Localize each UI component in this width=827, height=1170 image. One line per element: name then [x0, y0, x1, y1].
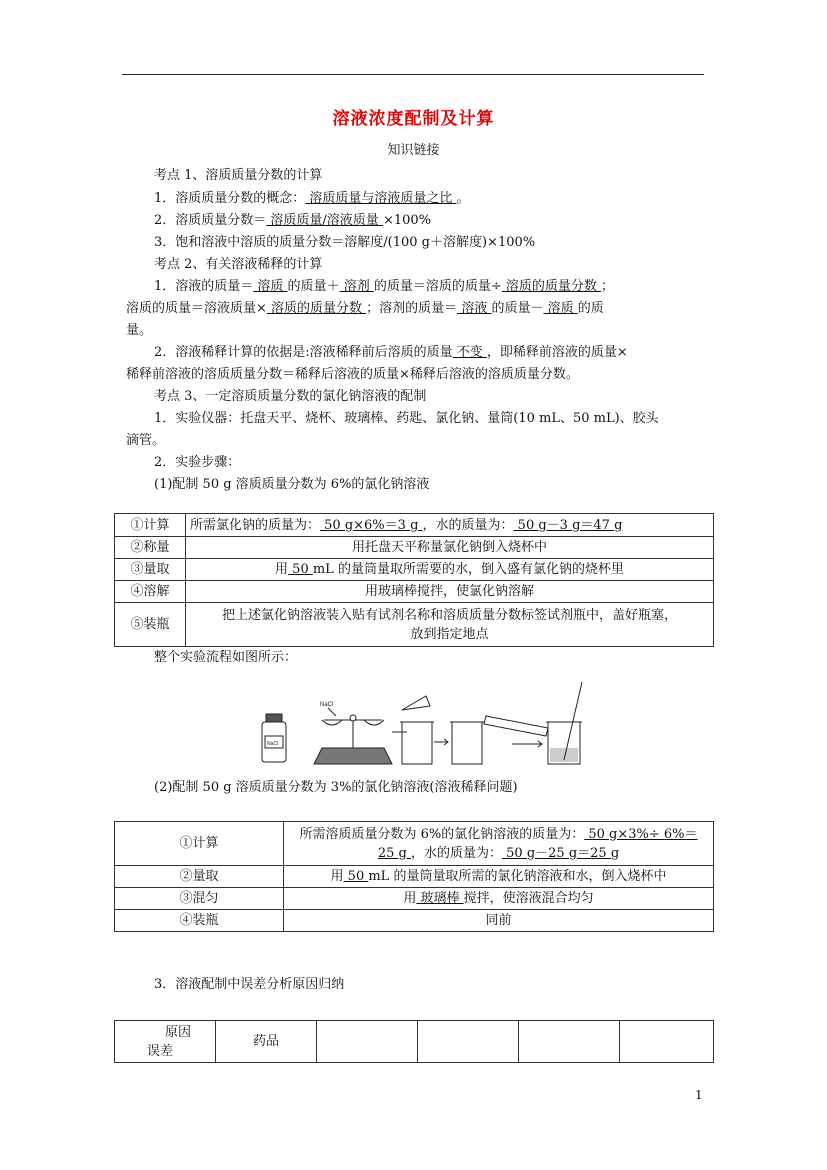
step-cell: ⑤装瓶 — [115, 603, 186, 647]
header-cell: 药品 — [216, 1021, 317, 1063]
answer: 不变 — [452, 345, 487, 360]
kp2-p2-line2: 稀释前溶液的溶质质量分数＝稀释后溶液的质量×稀释后溶液的溶质质量分数。 — [126, 367, 579, 382]
answer: 玻璃棒 — [416, 891, 464, 906]
beaker-1 — [400, 722, 434, 764]
text: 的质量－ — [491, 301, 544, 316]
kp1-heading: 考点 1、溶质质量分数的计算 — [154, 168, 323, 183]
funnel-icon — [402, 696, 430, 710]
step-cell: ④溶解 — [115, 581, 186, 603]
answer: 50 g×6%＝3 g — [320, 517, 423, 533]
answer: 溶质的质量分数 — [501, 279, 601, 294]
answer: 50 — [343, 869, 369, 884]
text: 搅拌，使溶液混合均匀 — [463, 891, 594, 906]
table-row — [115, 888, 714, 910]
table-row — [115, 581, 714, 603]
answer: 50 g－3 g＝47 g — [513, 517, 623, 533]
content-cell — [284, 822, 714, 866]
content-cell: 同前 — [284, 910, 714, 932]
balance-label: NaCl — [320, 702, 334, 708]
reagent-bottle — [262, 714, 286, 762]
answer: 溶质的质量分数 — [266, 301, 367, 316]
empty-cell — [317, 1021, 418, 1063]
section-3-heading: 3．溶液配制中误差分析原因归纳 — [154, 977, 345, 992]
table-row — [115, 910, 714, 932]
page-title: 溶液浓度配制及计算 — [332, 109, 495, 129]
table-row — [115, 822, 714, 866]
text: 的质量＝溶质的质量÷ — [373, 279, 502, 294]
content-cell — [186, 514, 714, 537]
text: ，即稀释前溶液的质量× — [486, 345, 628, 360]
error-analysis-table — [114, 1020, 714, 1063]
graduated-cylinder-icon — [484, 716, 548, 736]
text: 用 — [330, 869, 344, 884]
empty-cell — [620, 1021, 714, 1063]
step-cell: ③量取 — [115, 559, 186, 581]
text: 1．溶质质量分数的概念： — [154, 191, 306, 206]
text: ；溶剂的质量＝ — [366, 301, 458, 316]
corner-bottom-label: 误差 — [147, 1043, 174, 1059]
kp3-instruments-line2: 滴管。 — [126, 433, 166, 448]
step-cell: ①计算 — [115, 514, 186, 537]
answer: 50 — [288, 562, 313, 577]
text: 放到指定地点 — [410, 626, 489, 642]
kp3-sub1: (1)配制 50 g 溶质质量分数为 6%的氯化钠溶液 — [154, 477, 430, 492]
answer: 25 g — [377, 845, 411, 861]
answer: 溶液 — [457, 301, 492, 316]
kp2-p1-line2 — [126, 299, 604, 319]
text-line — [288, 844, 709, 863]
table-row — [115, 603, 714, 647]
text: 的质量＋ — [287, 279, 340, 294]
content-cell — [186, 603, 714, 647]
table-row — [115, 537, 714, 559]
answer: 50 g－25 g＝25 g — [502, 845, 620, 861]
text: 。 — [456, 191, 470, 206]
kp1-line1 — [154, 189, 470, 209]
kp3-heading: 考点 3、一定溶质质量分数的氯化钠溶液的配制 — [154, 389, 427, 404]
text: 用 — [403, 891, 417, 906]
page-subtitle: 知识链接 — [387, 143, 440, 158]
text: ，水的质量为： — [422, 517, 514, 533]
answer: 溶质 — [253, 279, 288, 294]
kp2-p1-line3: 量。 — [126, 323, 153, 338]
kp1-line2 — [154, 211, 431, 231]
step-cell: ③混匀 — [115, 888, 284, 910]
text: ×100% — [382, 213, 431, 228]
step-cell: ②量取 — [115, 866, 284, 888]
answer: 溶质质量/溶液质量 — [266, 213, 383, 228]
step-cell: ①计算 — [115, 822, 284, 866]
content-cell — [284, 888, 714, 910]
header-rule — [122, 74, 704, 75]
experiment-flow-diagram — [252, 682, 590, 766]
prep-table-2 — [114, 821, 714, 932]
kp2-p1-line1 — [154, 277, 614, 297]
content-cell: 用玻璃棒搅拌，使氯化钠溶解 — [186, 581, 714, 603]
answer: 溶质质量与溶液质量之比 — [305, 191, 457, 206]
corner-cell — [115, 1021, 216, 1063]
kp2-heading: 考点 2、有关溶液稀释的计算 — [154, 257, 323, 272]
text: 把上述氯化钠溶液装入贴有试剂名称和溶质质量分数标签试剂瓶中，盖好瓶塞， — [221, 607, 677, 623]
balance-icon — [314, 702, 392, 764]
content-cell — [284, 866, 714, 888]
step-cell: ④装瓶 — [115, 910, 284, 932]
text: 用 — [275, 562, 289, 577]
table-row — [115, 559, 714, 581]
step-cell: ②称量 — [115, 537, 186, 559]
text: 的质 — [577, 301, 604, 316]
answer: 50 g×3%÷ 6%＝ — [584, 826, 698, 842]
text: mL 的量筒量取所需要的水，倒入盛有氯化钠的烧杯里 — [312, 562, 624, 577]
kp1-line3: 3．饱和溶液中溶质的质量分数＝溶解度/(100 g＋溶解度)×100% — [154, 235, 536, 250]
page-number: 1 — [695, 1088, 703, 1102]
text: ，水的质量为： — [411, 845, 503, 861]
text: 所需氯化钠的质量为： — [190, 517, 321, 533]
text: mL 的量筒量取所需的氯化钠溶液和水，倒入烧杯中 — [368, 869, 667, 884]
answer: 溶剂 — [339, 279, 374, 294]
text: 1．溶液的质量＝ — [154, 279, 254, 294]
answer: 溶质 — [543, 301, 578, 316]
empty-cell — [418, 1021, 519, 1063]
flow-caption: 整个实验流程如图所示： — [154, 650, 298, 665]
text: 2．溶质质量分数＝ — [154, 213, 267, 228]
kp3-steps: 2．实验步骤： — [154, 455, 241, 470]
text: ； — [601, 279, 615, 294]
text: 2．溶液稀释计算的依据是:溶液稀释前后溶质的质量 — [154, 345, 453, 360]
text: 溶质的质量＝溶液质量× — [126, 301, 267, 316]
beaker-3 — [546, 722, 582, 764]
corner-top-label: 原因 — [164, 1024, 191, 1040]
content-cell: 用托盘天平称量氯化钠倒入烧杯中 — [186, 537, 714, 559]
table-row — [115, 866, 714, 888]
text: 所需溶质质量分数为 6%的氯化钠溶液的质量为： — [299, 826, 585, 842]
table-row — [115, 1021, 714, 1063]
beaker-2 — [450, 722, 484, 764]
sub2-heading: (2)配制 50 g 溶质质量分数为 3%的氯化钠溶液(溶液稀释问题) — [154, 780, 518, 795]
text-line — [288, 825, 709, 844]
prep-table-1 — [114, 513, 714, 647]
empty-cell — [519, 1021, 620, 1063]
table-row — [115, 514, 714, 537]
kp3-instruments-line1: 1．实验仪器：托盘天平、烧杯、玻璃棒、药匙、氯化钠、量筒(10 mL、50 mL)、胶头 — [154, 411, 659, 426]
kp2-p2-line1 — [154, 343, 628, 363]
bottle-label: NaCl — [267, 741, 279, 747]
content-cell — [186, 559, 714, 581]
